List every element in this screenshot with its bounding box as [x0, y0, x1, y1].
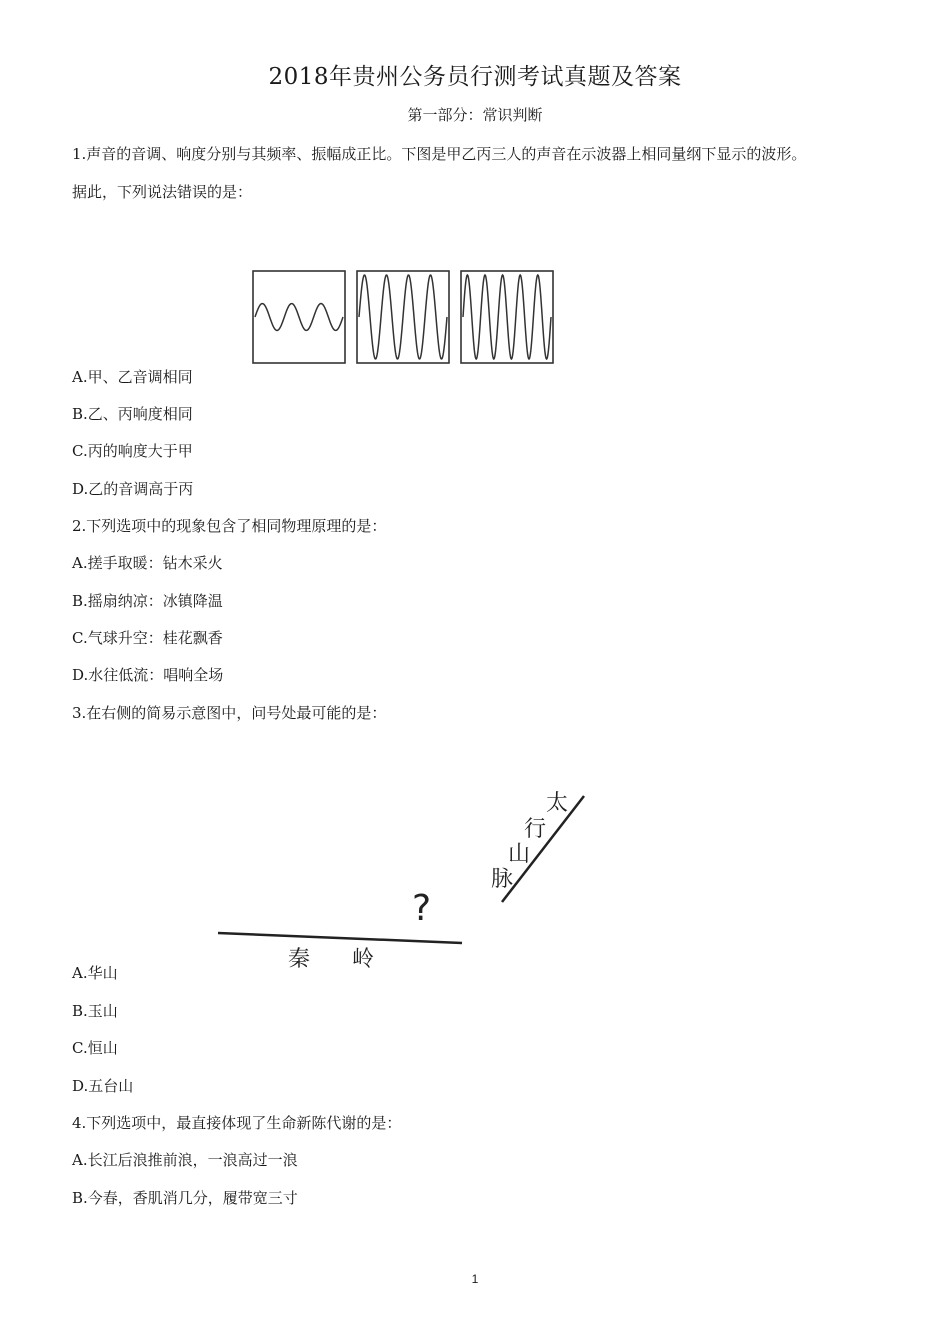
question-1-option-a: A.甲、乙音调相同 [72, 368, 193, 386]
question-1-option-b: B.乙、丙响度相同 [72, 405, 193, 423]
waveform-trace [359, 275, 447, 359]
question-2-option-d: D.水往低流：唱响全场 [72, 666, 224, 684]
question-2-stem: 2.下列选项中的现象包含了相同物理原理的是： [72, 517, 387, 535]
qinling-mountain-line [218, 933, 462, 943]
question-1-option-c: C.丙的响度大于甲 [72, 442, 193, 460]
question-3-option-b: B.玉山 [72, 1002, 118, 1020]
qinling-label-char-1: 秦 [288, 947, 311, 972]
question-2-option-c: C.气球升空：桂花飘香 [72, 629, 223, 647]
section-heading: 第一部分：常识判断 [407, 106, 543, 124]
taihang-label-char-4: 脉 [491, 867, 514, 892]
taihang-label-char-1: 太 [546, 791, 569, 816]
qinling-label-char-2: 岭 [352, 947, 375, 972]
waveform-trace [255, 304, 343, 331]
question-4-option-a: A.长江后浪推前浪，一浪高过一浪 [72, 1151, 298, 1169]
taihang-label-char-2: 行 [524, 817, 547, 842]
question-1-option-d: D.乙的音调高于丙 [72, 480, 194, 498]
mountain-map-figure [210, 780, 610, 975]
page-number: 1 [471, 1272, 479, 1286]
taihang-label-char-3: 山 [508, 842, 531, 867]
question-mark: ? [412, 888, 432, 929]
question-3-option-c: C.恒山 [72, 1039, 118, 1057]
question-2-option-b: B.摇扇纳凉：冰镇降温 [72, 592, 223, 610]
question-1-stem-line-2: 据此，下列说法错误的是： [72, 183, 253, 201]
question-3-option-d: D.五台山 [72, 1077, 134, 1095]
question-4-option-b: B.今春，香肌消几分，履带宽三寸 [72, 1189, 298, 1207]
page-title: 2018年贵州公务员行测考试真题及答案 [268, 64, 682, 90]
question-3-option-a: A.华山 [72, 964, 118, 982]
question-4-stem: 4.下列选项中，最直接体现了生命新陈代谢的是： [72, 1114, 402, 1132]
question-1-stem-line-1: 1.声音的音调、响度分别与其频率、振幅成正比。下图是甲乙丙三人的声音在示波器上相同量纲下显示的波形。 [72, 145, 807, 163]
waveform-trace [463, 275, 551, 359]
question-3-stem: 3.在右侧的简易示意图中，问号处最可能的是： [72, 704, 387, 722]
question-2-option-a: A.搓手取暖：钻木采火 [72, 554, 223, 572]
waveform-figure [250, 268, 560, 366]
